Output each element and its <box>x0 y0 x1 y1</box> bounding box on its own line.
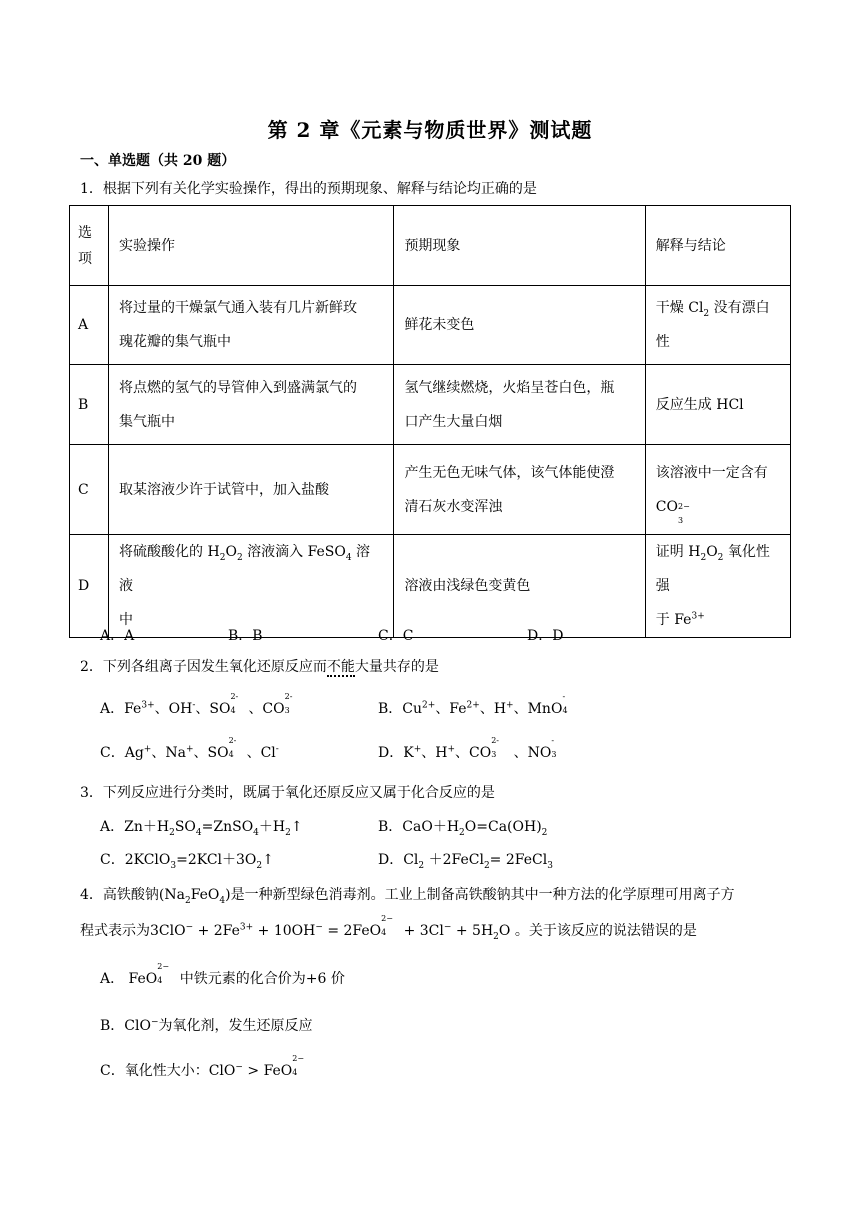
section-heading: 一、单选题（共 20 题） <box>80 153 236 169</box>
table-row <box>70 535 791 638</box>
question-1-table <box>69 205 791 638</box>
q2-choice-c[interactable]: C．Ag+、Na+、SO 2- 4 、Cl- <box>100 736 279 761</box>
q1-choice-d[interactable]: D．D <box>527 628 564 644</box>
q2-stem-start: 2．下列各组离子因发生氧化还原反应而 <box>80 659 327 675</box>
row-phenomenon: 鲜花未变色 <box>394 286 645 365</box>
row-option: C <box>70 445 109 535</box>
header-conclusion: 解释与结论 <box>645 206 790 286</box>
page-title: 第 2 章《元素与物质世界》测试题 <box>267 118 593 142</box>
question-2-stem <box>80 656 439 676</box>
row-option: B <box>70 365 109 445</box>
row-conclusion: 反应生成 HCl <box>645 365 790 445</box>
table-header-row <box>70 206 791 286</box>
row-operation: 取某溶液少许于试管中，加入盐酸 <box>109 445 394 535</box>
row-phenomenon: 产生无色无味气体，该气体能使澄 清石灰水变浑浊 <box>394 445 645 535</box>
row-conclusion: 干燥 $Cl_2$ 没有漂白 性 <box>645 286 790 365</box>
q3-choice-b[interactable]: B．$CaO+H_2O=Ca(OH)_2$ <box>378 819 548 838</box>
row-option: D <box>70 535 109 638</box>
q4-choice-a[interactable]: A． FeO 2− 4 中铁元素的化合价为+6 价 <box>100 962 345 987</box>
row-conclusion: 该溶液中一定含有 CO 2− 3 <box>645 445 790 535</box>
q2-stem-end: 大量共存的是 <box>354 659 439 675</box>
table-row <box>70 365 791 445</box>
table-row <box>70 286 791 365</box>
q3-choice-d[interactable]: D．$Cl_2$ ＋2FeCl$_2$= 2FeCl$_3$ <box>378 852 553 871</box>
q2-choice-a[interactable]: A．$Fe^{3+}$、OH-、SO 2- 4 、CO 2- 3 <box>100 692 293 717</box>
header-phenomenon: 预期现象 <box>394 206 645 286</box>
q2-stem-emphasis: 不能 <box>326 659 355 675</box>
q4-choice-c[interactable]: C．氧化性大小：ClO− > FeO 2− 4 <box>100 1054 305 1079</box>
q3-choice-c[interactable]: C．$2KClO_3=2KCl+3O_2↑$ <box>100 852 274 871</box>
row-phenomenon: 溶液由浅绿色变黄色 <box>394 535 645 638</box>
question-3-stem: 3．下列反应进行分类时，既属于氧化还原反应又属于化合反应的是 <box>80 785 495 801</box>
row-operation: 将点燃的氢气的导管伸入到盛满氯气的 集气瓶中 <box>109 365 394 445</box>
row-option: A <box>70 286 109 365</box>
table-row <box>70 445 791 535</box>
question-4-stem-line-2: 程式表示为$3ClO^- + 2Fe^{3+} + 10OH^- = 2FeO$ 2− 4 + $3Cl^- + 5H_2O$ 。关于该反应的说法错误的是 <box>80 914 697 942</box>
q1-choice-a[interactable]: A．A <box>100 628 135 644</box>
q4-choice-b[interactable]: B．ClO−为氧化剂，发生还原反应 <box>100 1017 313 1034</box>
q1-choice-c[interactable]: C．C <box>378 628 414 644</box>
header-option: 选 项 <box>70 206 109 286</box>
q2-choice-b[interactable]: B．$Cu^{2+}$、$Fe^{2+}$、H+、MnO - 4 <box>378 692 568 717</box>
row-operation: 将过量的干燥氯气通入装有几片新鲜玫 瑰花瓣的集气瓶中 <box>109 286 394 365</box>
q2-choice-d[interactable]: D．K+、H+、CO 2- 3 、NO - 3 <box>378 736 557 761</box>
row-conclusion: 证明 $H_2O_2$ 氧化性强 于 $Fe^{3+}$ <box>645 535 790 638</box>
row-operation: 将硫酸酸化的 $H_2O_2$ 溶液滴入 FeSO$_4$ 溶液 中 <box>109 535 394 638</box>
row-phenomenon: 氢气继续燃烧，火焰呈苍白色，瓶 口产生大量白烟 <box>394 365 645 445</box>
question-4-stem-line-1: 4．高铁酸钠$(Na_2FeO_4)$是一种新型绿色消毒剂。工业上制备高铁酸钠其中一种方法的化学原理可用离子方 <box>80 887 735 906</box>
question-1-stem: 1．根据下列有关化学实验操作，得出的预期现象、解释与结论均正确的是 <box>80 181 537 197</box>
header-operation: 实验操作 <box>109 206 394 286</box>
q1-choice-b[interactable]: B．B <box>228 628 263 644</box>
q3-choice-a[interactable]: A．$Zn+H_2SO_4=ZnSO_4+H_2↑$ <box>100 819 303 838</box>
